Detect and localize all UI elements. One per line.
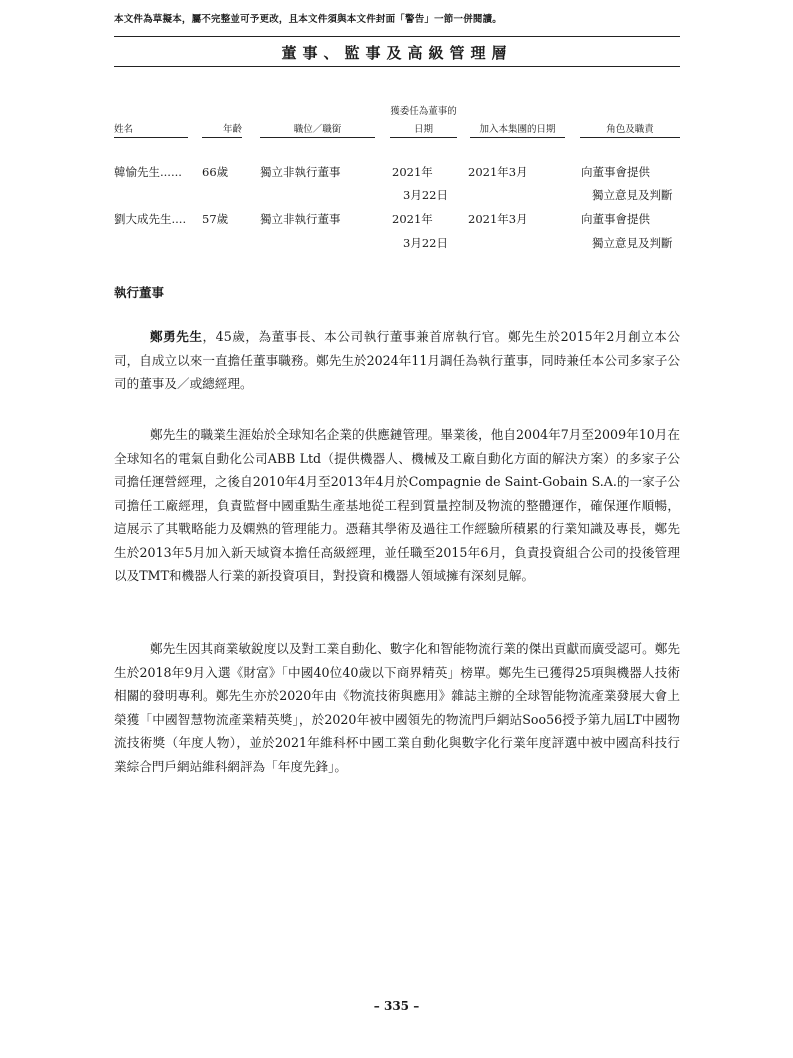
paragraph-career-text: 鄭先生的職業生涯始於全球知名企業的供應鏈管理。畢業後，他自2004年7月至2009年10月在全球知名的電氣自動化公司ABB Ltd（提供機器人、機械及工廠自動化方面的解決方案）的多家子公司擔任運營經理，之後自2010年4月至2013年4月於Compagnie de Saint-Gobain S.A.的一家子公司擔任工廠經理，負責監督中國重點生產基地從工程到質量控制及物流的整體運作，確保運作順暢，這展示了其戰略能力及嫻熟的管理能力。憑藉其學術及過往工作經驗所積累的行業知識及專長，鄭先生於2013年5月加入新天域資本擔任高級經理，並任職至2015年6月，負責投資組合公司的投後管理以及TMT和機器人行業的新投資項目，對投資和機器人領域擁有深刻見解。 <box>114 427 680 583</box>
page-number: – 335 – <box>373 999 420 1013</box>
col-header-joined: 加入本集團的日期 <box>470 121 565 138</box>
row-joined: 2021年3月 <box>468 212 528 226</box>
col-header-age: 年齡 <box>202 121 242 138</box>
row-roles-line2: 獨立意見及判斷 <box>592 188 673 202</box>
top-rule <box>114 36 680 37</box>
col-header-appointed-top: 獲委任為董事的 <box>390 106 457 117</box>
paragraph-recognition <box>114 637 680 778</box>
row-position: 獨立非執行董事 <box>260 212 341 226</box>
row-name: 韓愉先生...... <box>114 165 182 179</box>
title-rule <box>114 66 680 67</box>
row-appointed-year: 2021年 <box>392 212 433 226</box>
row-name: 劉大成先生.... <box>114 212 187 226</box>
draft-warning: 本文件為草擬本，屬不完整並可予更改，且本文件須與本文件封面「警告」一節一併閱讀。 <box>114 14 503 25</box>
row-appointed-day: 3月22日 <box>403 188 448 202</box>
row-roles-line2: 獨立意見及判斷 <box>592 236 673 250</box>
paragraph-intro <box>114 325 680 396</box>
paragraph-career <box>114 423 680 588</box>
row-age: 57歲 <box>202 212 229 226</box>
row-appointed-day: 3月22日 <box>403 236 448 250</box>
col-header-appointed: 日期 <box>390 121 457 138</box>
director-name: 鄭勇先生 <box>150 329 203 344</box>
col-header-name: 姓名 <box>114 121 188 138</box>
section-heading: 執行董事 <box>114 285 165 300</box>
row-appointed-year: 2021年 <box>392 165 433 179</box>
row-position: 獨立非執行董事 <box>260 165 341 179</box>
row-age: 66歲 <box>202 165 229 179</box>
col-header-roles: 角色及職責 <box>580 121 680 138</box>
paragraph-intro-text: ，45歲，為董事長、本公司執行董事兼首席執行官。鄭先生於2015年2月創立本公司，自成立以來一直擔任董事職務。鄭先生於2024年11月調任為執行董事，同時兼任本公司多家子公司的董事及／或總經理。 <box>114 329 681 391</box>
paragraph-recognition-text: 鄭先生因其商業敏銳度以及對工業自動化、數字化和智能物流行業的傑出貢獻而廣受認可。鄭先生於2018年9月入選《財富》「中國40位40歲以下商界精英」榜單。鄭先生已獲得25項與機器人技術相關的發明專利。鄭先生亦於2020年由《物流技術與應用》雜誌主辦的全球智能物流產業發展大會上榮獲「中國智慧物流產業精英獎」，於2020年被中國領先的物流門戶網站Soo56授予第九屆LT中國物流技術獎（年度人物），並於2021年維科杯中國工業自動化與數字化行業年度評選中被中國高科技行業綜合門戶網站維科網評為「年度先鋒」。 <box>114 641 680 774</box>
row-roles-line1: 向董事會提供 <box>581 212 650 226</box>
page-title: 董事、監事及高級管理層 <box>281 44 513 62</box>
row-roles-line1: 向董事會提供 <box>581 165 650 179</box>
col-header-position: 職位／職銜 <box>260 121 375 138</box>
row-joined: 2021年3月 <box>468 165 528 179</box>
